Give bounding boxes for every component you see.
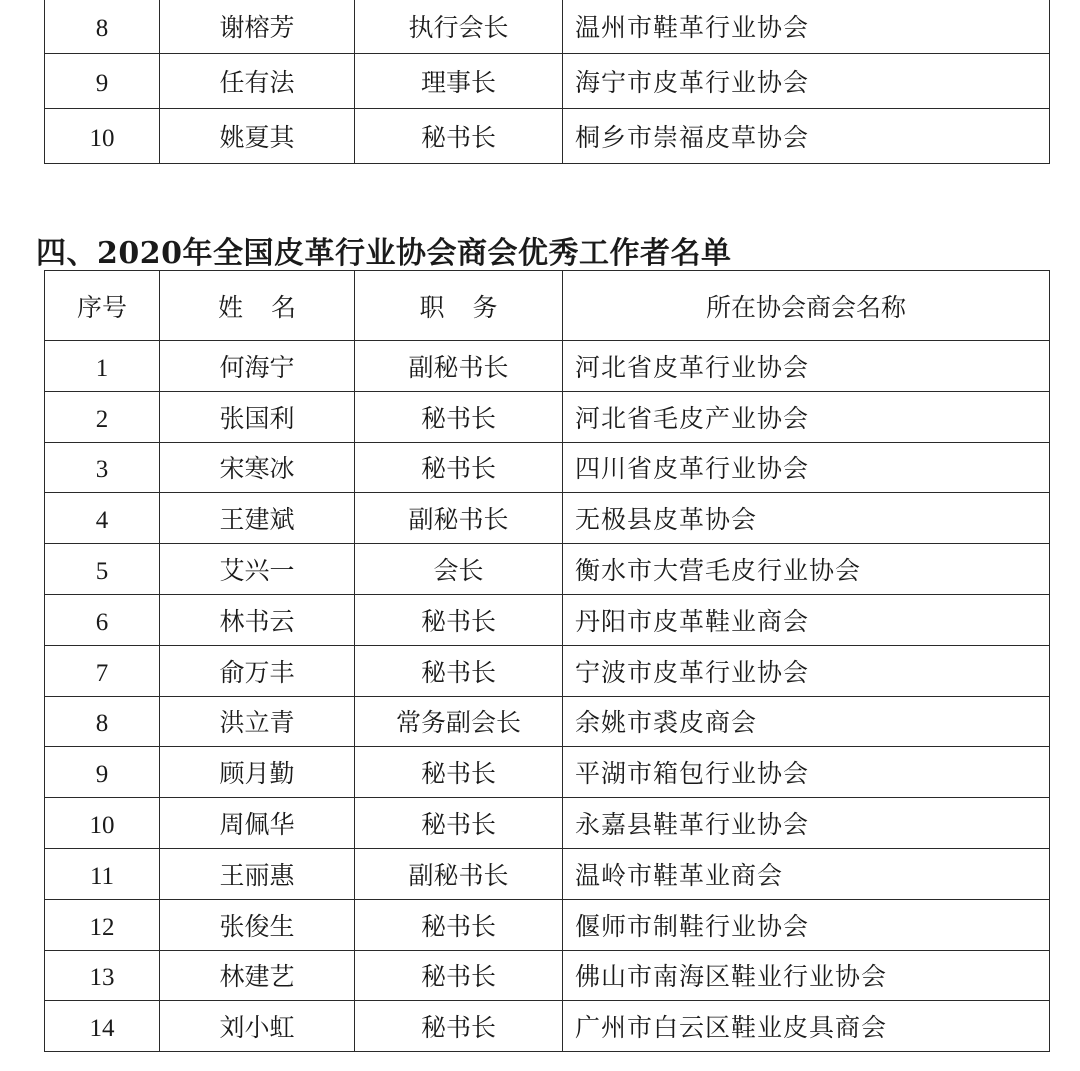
row-title: 秘书长 — [355, 442, 563, 493]
table-row — [45, 544, 1050, 595]
table-row — [45, 645, 1050, 696]
row-name: 周佩华 — [160, 798, 355, 849]
row-organization: 佛山市南海区鞋业行业协会 — [563, 950, 1050, 1001]
header-number: 序号 — [45, 271, 160, 341]
row-title: 秘书长 — [355, 645, 563, 696]
row-title: 秘书长 — [355, 594, 563, 645]
row-number: 8 — [45, 696, 160, 747]
row-title: 副秘书长 — [355, 341, 563, 392]
row-organization: 河北省皮革行业协会 — [563, 341, 1050, 392]
row-number: 14 — [45, 1001, 160, 1052]
row-organization: 海宁市皮革行业协会 — [563, 54, 1050, 109]
table-header-row — [45, 271, 1050, 341]
row-organization: 温岭市鞋革业商会 — [563, 848, 1050, 899]
row-organization: 无极县皮革协会 — [563, 493, 1050, 544]
row-title: 会长 — [355, 544, 563, 595]
header-name-part: 姓 — [217, 292, 243, 322]
header-name — [160, 271, 355, 341]
table-row — [45, 798, 1050, 849]
row-name: 任有法 — [160, 54, 355, 109]
row-number: 9 — [45, 54, 160, 109]
row-name: 王丽惠 — [160, 848, 355, 899]
table-row — [45, 594, 1050, 645]
row-number: 2 — [45, 391, 160, 442]
header-title-part: 务 — [472, 292, 498, 322]
row-title: 秘书长 — [355, 391, 563, 442]
row-title: 秘书长 — [355, 798, 563, 849]
row-number: 1 — [45, 341, 160, 392]
row-name: 王建斌 — [160, 493, 355, 544]
table-row — [45, 1001, 1050, 1052]
header-organization: 所在协会商会名称 — [563, 271, 1050, 341]
row-name: 谢榕芳 — [160, 0, 355, 54]
row-organization: 温州市鞋革行业协会 — [563, 0, 1050, 54]
row-title: 秘书长 — [355, 747, 563, 798]
row-organization: 河北省毛皮产业协会 — [563, 391, 1050, 442]
table-row — [45, 341, 1050, 392]
row-title: 理事长 — [355, 54, 563, 109]
table-row — [45, 950, 1050, 1001]
continued-table — [44, 0, 1050, 164]
row-number: 3 — [45, 442, 160, 493]
row-name: 顾月勤 — [160, 747, 355, 798]
row-name: 张国利 — [160, 391, 355, 442]
table-row — [45, 696, 1050, 747]
row-name: 姚夏其 — [160, 109, 355, 164]
table-row — [45, 442, 1050, 493]
table-row — [45, 54, 1050, 109]
row-name: 俞万丰 — [160, 645, 355, 696]
row-number: 13 — [45, 950, 160, 1001]
table-row — [45, 0, 1050, 54]
row-name: 刘小虹 — [160, 1001, 355, 1052]
row-name: 宋寒冰 — [160, 442, 355, 493]
row-organization: 偃师市制鞋行业协会 — [563, 899, 1050, 950]
header-name-part: 名 — [271, 292, 297, 322]
row-title: 秘书长 — [355, 899, 563, 950]
row-organization: 四川省皮革行业协会 — [563, 442, 1050, 493]
row-number: 8 — [45, 0, 160, 54]
row-number: 6 — [45, 594, 160, 645]
row-number: 12 — [45, 899, 160, 950]
table-row — [45, 391, 1050, 442]
table-row — [45, 493, 1050, 544]
header-title-part: 职 — [419, 292, 445, 322]
table-body — [45, 341, 1050, 1052]
row-title: 副秘书长 — [355, 493, 563, 544]
row-title: 副秘书长 — [355, 848, 563, 899]
row-title: 秘书长 — [355, 109, 563, 164]
row-number: 9 — [45, 747, 160, 798]
table-row — [45, 899, 1050, 950]
row-organization: 广州市白云区鞋业皮具商会 — [563, 1001, 1050, 1052]
row-name: 林建艺 — [160, 950, 355, 1001]
row-organization: 桐乡市崇福皮草协会 — [563, 109, 1050, 164]
row-organization: 平湖市箱包行业协会 — [563, 747, 1050, 798]
excellent-workers-table — [44, 270, 1050, 1052]
row-title: 秘书长 — [355, 950, 563, 1001]
row-number: 10 — [45, 109, 160, 164]
table-row — [45, 747, 1050, 798]
table-row — [45, 109, 1050, 164]
row-organization: 永嘉县鞋革行业协会 — [563, 798, 1050, 849]
row-title: 执行会长 — [355, 0, 563, 54]
section-title: 四、2020年全国皮革行业协会商会优秀工作者名单 — [36, 236, 732, 271]
row-number: 10 — [45, 798, 160, 849]
row-number: 11 — [45, 848, 160, 899]
row-name: 林书云 — [160, 594, 355, 645]
table-row — [45, 848, 1050, 899]
row-organization: 余姚市裘皮商会 — [563, 696, 1050, 747]
row-organization: 衡水市大营毛皮行业协会 — [563, 544, 1050, 595]
row-name: 何海宁 — [160, 341, 355, 392]
row-organization: 丹阳市皮革鞋业商会 — [563, 594, 1050, 645]
row-name: 张俊生 — [160, 899, 355, 950]
row-number: 4 — [45, 493, 160, 544]
row-name: 洪立青 — [160, 696, 355, 747]
row-number: 5 — [45, 544, 160, 595]
row-organization: 宁波市皮革行业协会 — [563, 645, 1050, 696]
row-name: 艾兴一 — [160, 544, 355, 595]
row-title: 常务副会长 — [355, 696, 563, 747]
header-title — [355, 271, 563, 341]
row-number: 7 — [45, 645, 160, 696]
row-title: 秘书长 — [355, 1001, 563, 1052]
